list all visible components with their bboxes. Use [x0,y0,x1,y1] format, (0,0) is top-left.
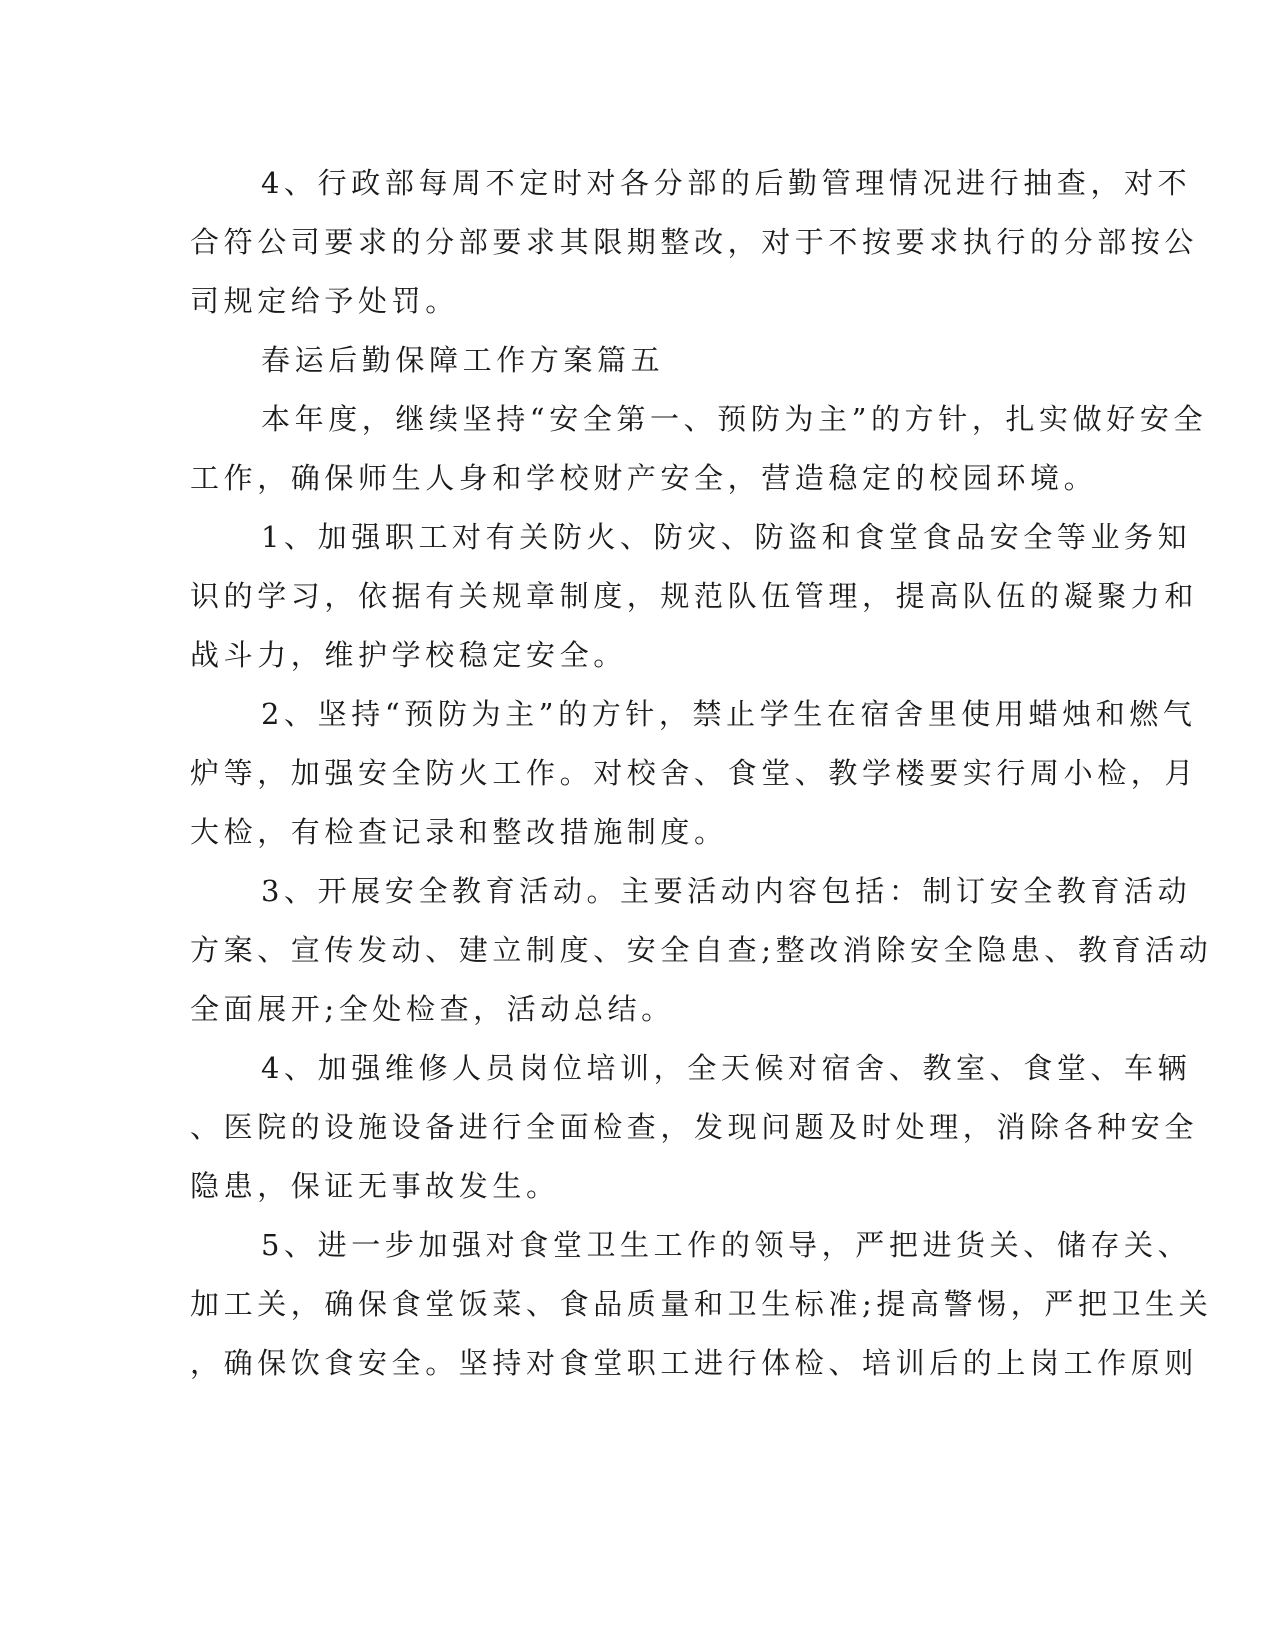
text-line: 识的学习，依据有关规章制度，规范队伍管理，提高队伍的凝聚力和 [190,579,1199,613]
text-line: 隐患，保证无事故发生。 [190,1169,560,1203]
text-line: 5、进一步加强对食堂卫生工作的领导，严把进货关、储存关、 [261,1228,1192,1262]
text-line: 、医院的设施设备进行全面检查，发现问题及时处理，消除各种安全 [190,1110,1199,1144]
text-line: 大检，有检查记录和整改措施制度。 [190,815,728,849]
text-line: 4、行政部每周不定时对各分部的后勤管理情况进行抽查，对不 [261,166,1192,200]
text-line: 方案、宣传发动、建立制度、安全自查;整改消除安全隐患、教育活动 [190,933,1213,967]
text-line: 1、加强职工对有关防火、防灾、防盗和食堂食品安全等业务知 [261,520,1192,554]
text-line: ，确保饮食安全。坚持对食堂职工进行体检、培训后的上岗工作原则 [190,1346,1199,1380]
text-line: 炉等，加强安全防火工作。对校舍、食堂、教学楼要实行周小检，月 [190,756,1199,790]
text-line: 司规定给予处罚。 [190,284,459,318]
text-line: 战斗力，维护学校稳定安全。 [190,638,627,672]
section-heading: 春运后勤保障工作方案篇五 [261,343,665,377]
text-line: 全面展开;全处检查，活动总结。 [190,992,675,1026]
text-line: 加工关，确保食堂饭菜、食品质量和卫生标准;提高警惕，严把卫生关 [190,1287,1213,1321]
text-line: 工作，确保师生人身和学校财产安全，营造稳定的校园环境。 [190,461,1098,495]
text-line: 本年度，继续坚持“安全第一、预防为主”的方针，扎实做好安全 [261,402,1208,436]
text-line: 合符公司要求的分部要求其限期整改，对于不按要求执行的分部按公 [190,225,1199,259]
text-line: 4、加强维修人员岗位培训，全天候对宿舍、教室、食堂、车辆 [261,1051,1192,1085]
text-line: 2、坚持“预防为主”的方针，禁止学生在宿舍里使用蜡烛和燃气 [261,697,1197,731]
text-line: 3、开展安全教育活动。主要活动内容包括：制订安全教育活动 [261,874,1192,908]
